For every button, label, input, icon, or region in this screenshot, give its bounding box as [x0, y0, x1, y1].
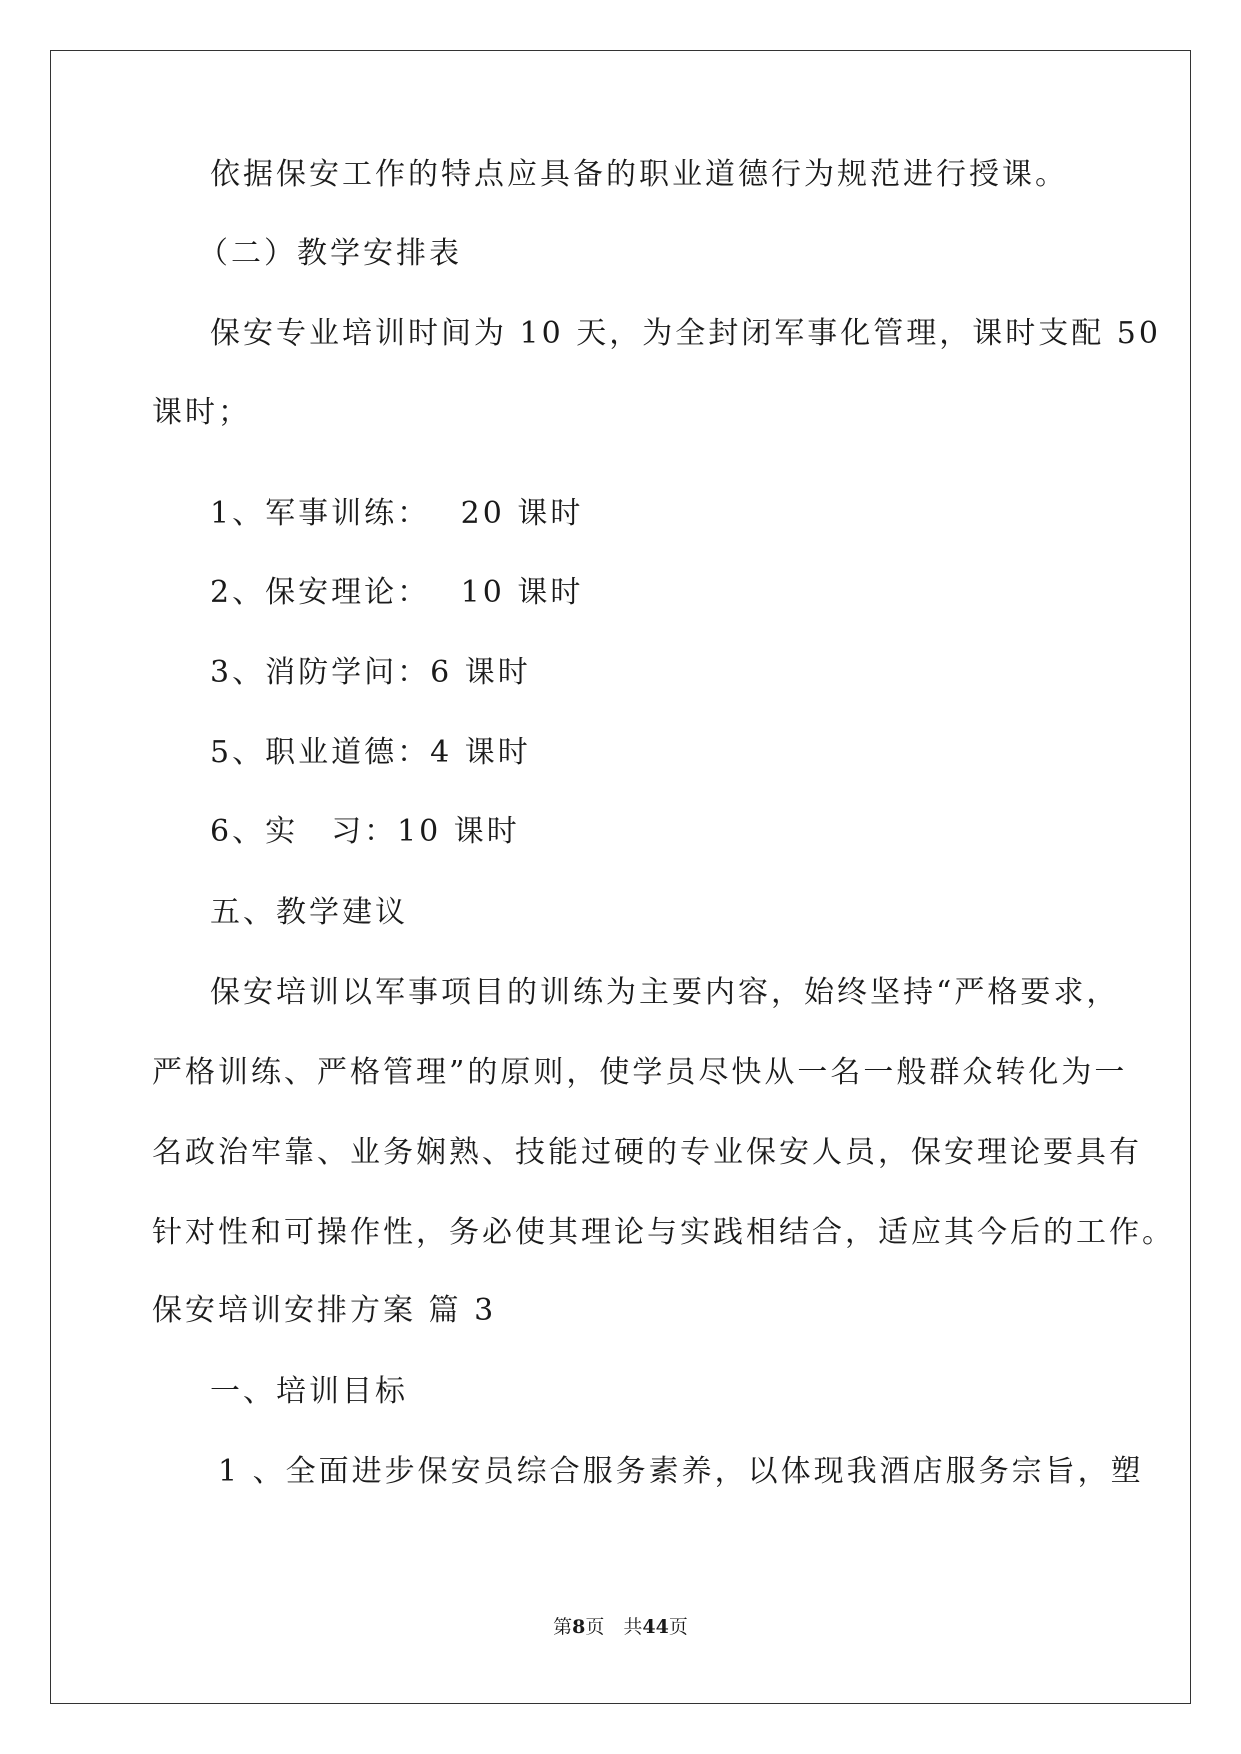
list-item: 3、消防学问：6 课时 — [210, 655, 531, 690]
section-heading: 一、培训目标 — [210, 1374, 408, 1409]
footer-suffix: 页 — [668, 1616, 688, 1638]
paragraph-line: 课时； — [152, 395, 251, 430]
paragraph-line: 名政治牢靠、业务娴熟、技能过硬的专业保安人员，保安理论要具有 — [152, 1135, 1142, 1170]
paragraph-line: 依据保安工作的特点应具备的职业道德行为规范进行授课。 — [210, 157, 1068, 192]
current-page-number: 8 — [572, 1616, 586, 1638]
list-item: 2、保安理论： 10 课时 — [210, 575, 584, 610]
paragraph-line: 严格训练、严格管理”的原则，使学员尽快从一名一般群众转化为一 — [152, 1055, 1128, 1090]
page-footer — [0, 1615, 1241, 1639]
footer-prefix: 第 — [553, 1616, 573, 1638]
total-pages-number: 44 — [642, 1616, 669, 1638]
footer-middle: 页 共 — [585, 1616, 643, 1638]
paragraph-line: 保安培训以军事项目的训练为主要内容，始终坚持“严格要求， — [210, 975, 1120, 1010]
list-item: 1、军事训练： 20 课时 — [210, 496, 584, 531]
paragraph-line: 保安专业培训时间为 10 天，为全封闭军事化管理，课时支配 50 — [210, 316, 1161, 351]
document-subtitle: 保安培训安排方案 篇 3 — [152, 1293, 497, 1328]
section-heading: （二）教学安排表 — [198, 236, 462, 271]
list-item: 6、实 习：10 课时 — [210, 814, 520, 849]
paragraph-line: 针对性和可操作性，务必使其理论与实践相结合，适应其今后的工作。 — [152, 1215, 1175, 1250]
list-item: 5、职业道德：4 课时 — [210, 735, 531, 770]
paragraph-line: 1 、全面进步保安员综合服务素养，以体现我酒店服务宗旨，塑 — [218, 1454, 1144, 1489]
section-heading: 五、教学建议 — [210, 895, 408, 930]
